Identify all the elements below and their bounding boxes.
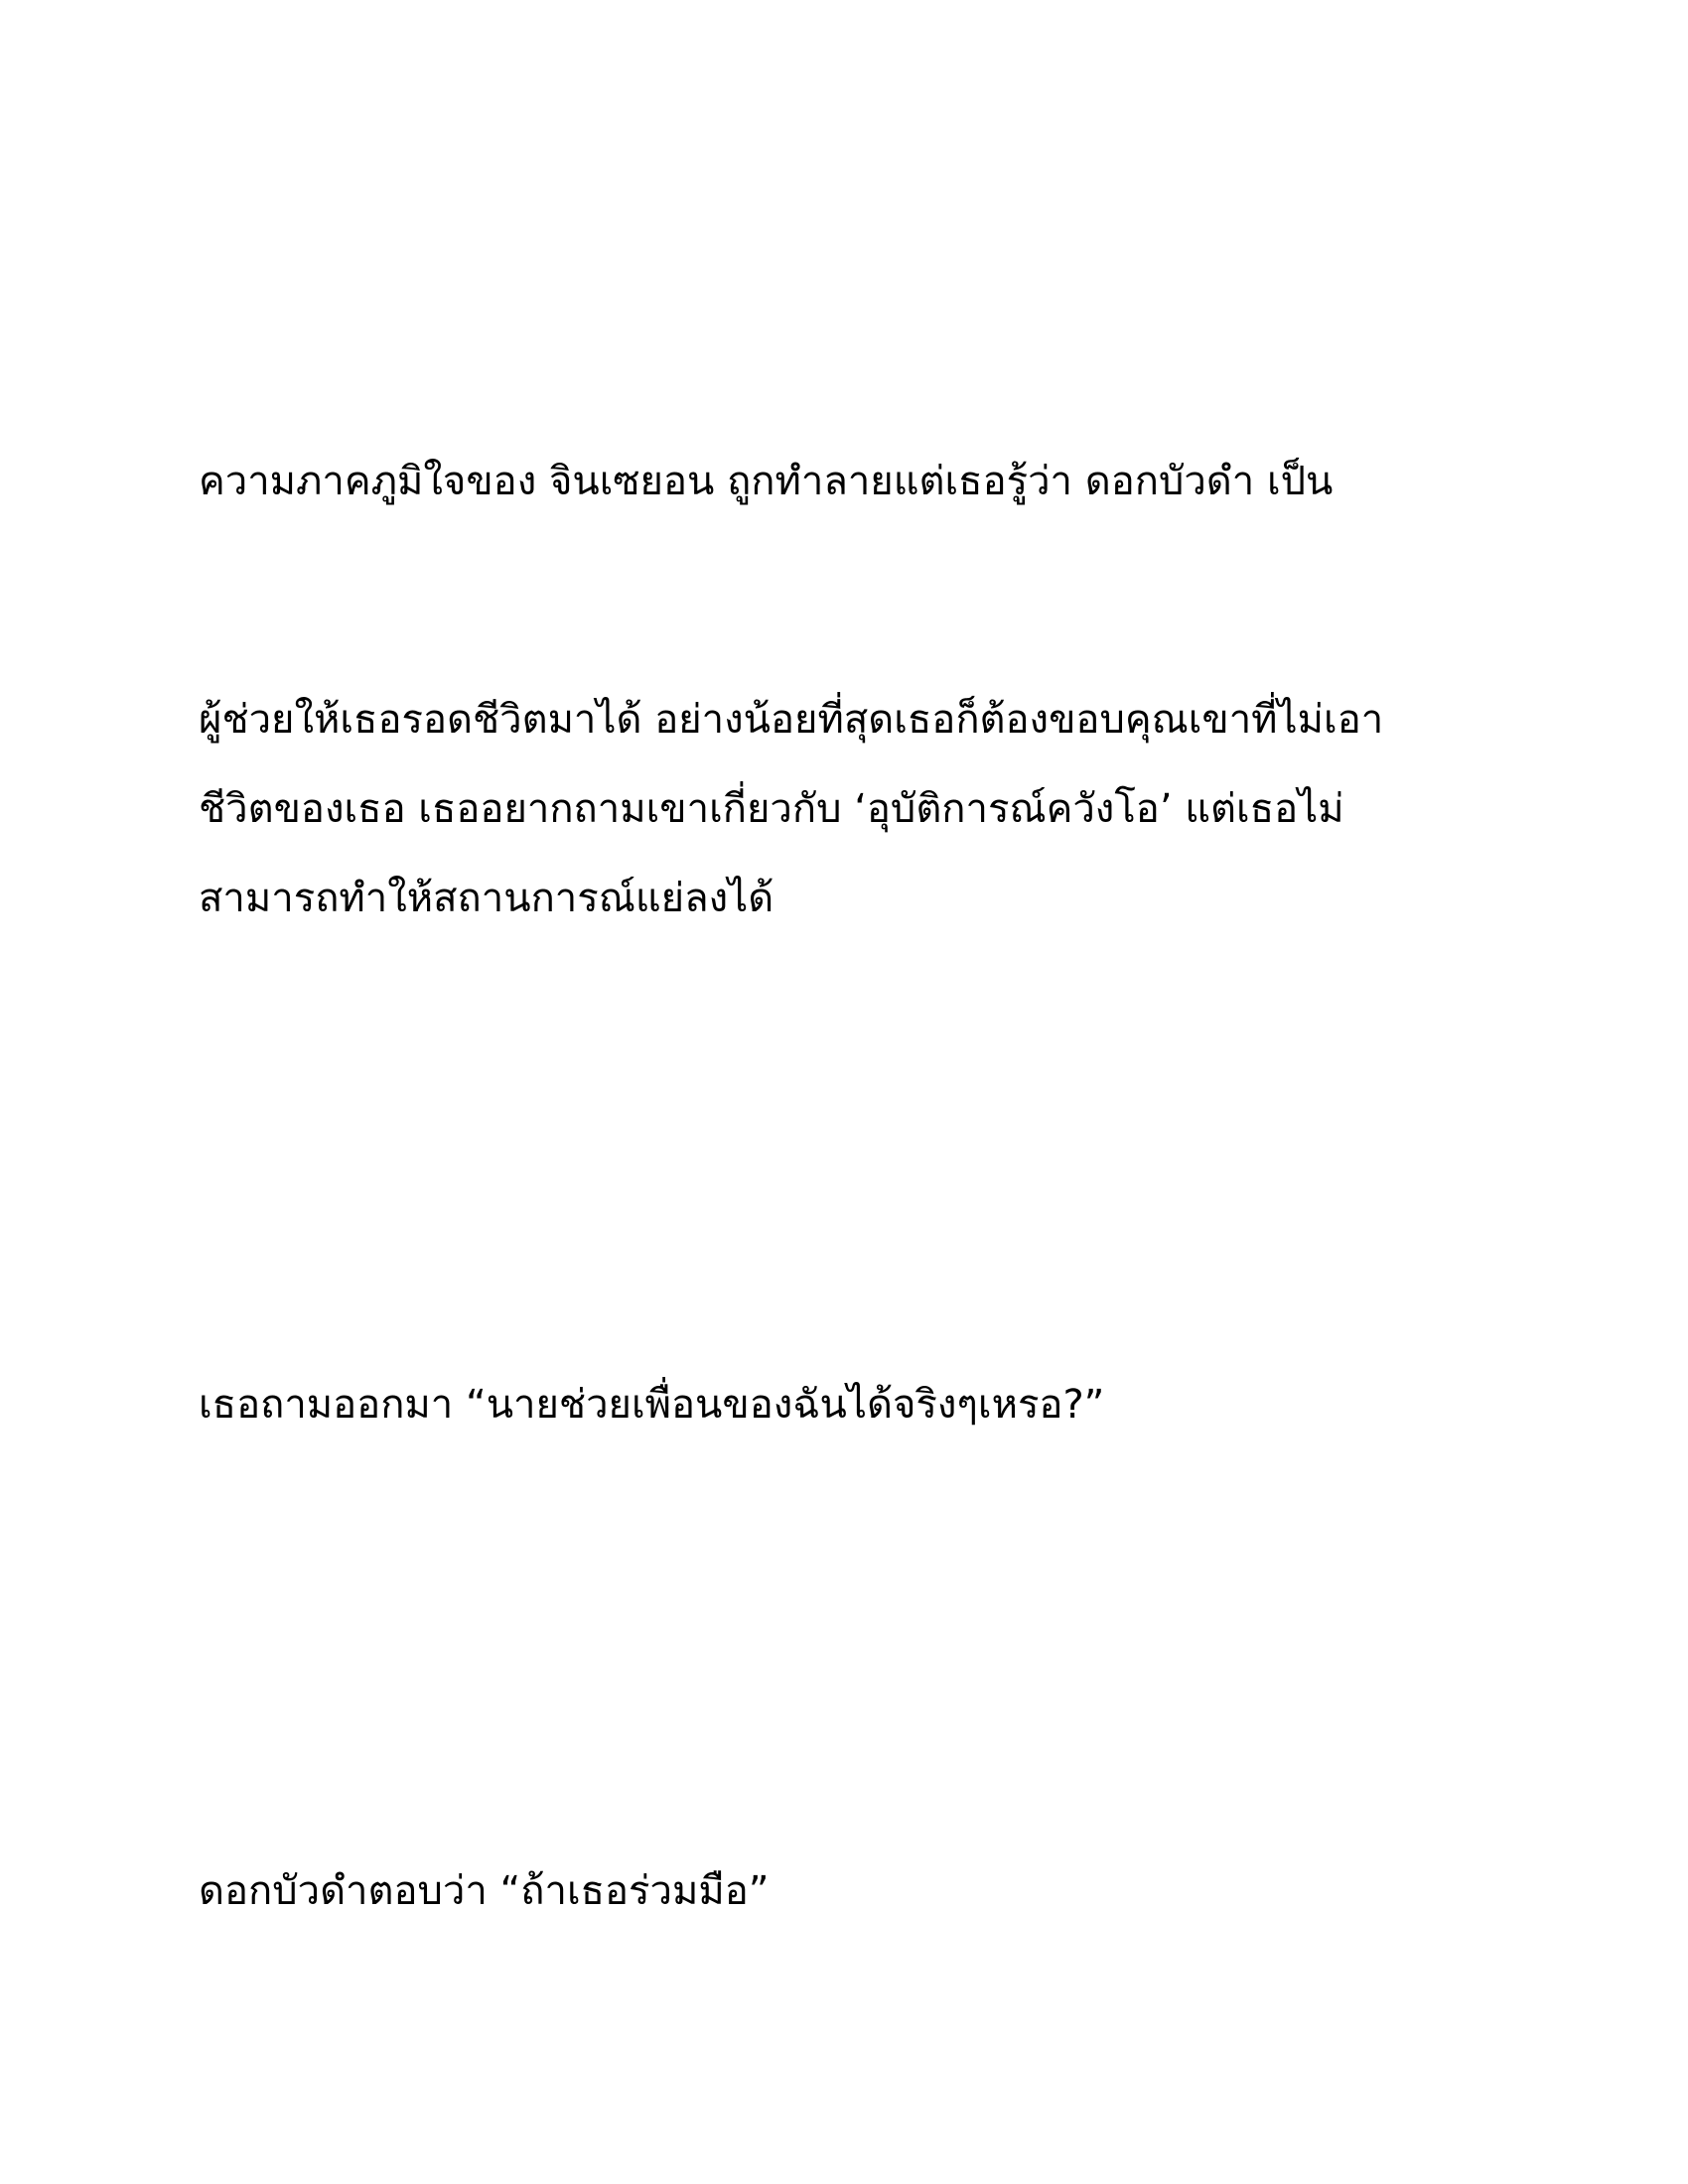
paragraph-4-line-1: ดอกบัวดำตอบว่า “ถ้าเธอร่วมมือ” bbox=[199, 1868, 770, 1914]
paragraph-2-line-1: ผู้ช่วยให้เธอรอดชีวิตมาได้ อย่างน้อยที่สุดเธอก็ต้องขอบคุณเขาที่ไม่เอา bbox=[199, 697, 1384, 743]
paragraph-2-line-3: สามารถทำให้สถานการณ์แย่ลงได้ bbox=[199, 876, 774, 921]
paragraph-1-line-1: ความภาคภูมิใจของ จินเซยอน ถูกทำลายแต่เธอรู้ว่า ดอกบัวดำ เป็น bbox=[199, 459, 1334, 504]
paragraph-2-line-2: ชีวิตของเธอ เธออยากถามเขาเกี่ยวกับ ‘อุบัติการณ์ควังโอ’ แต่เธอไม่ bbox=[199, 786, 1344, 832]
paragraph-3-line-1: เธอถามออกมา “นายช่วยเพื่อนของฉันได้จริงๆเหรอ?” bbox=[199, 1382, 1105, 1428]
